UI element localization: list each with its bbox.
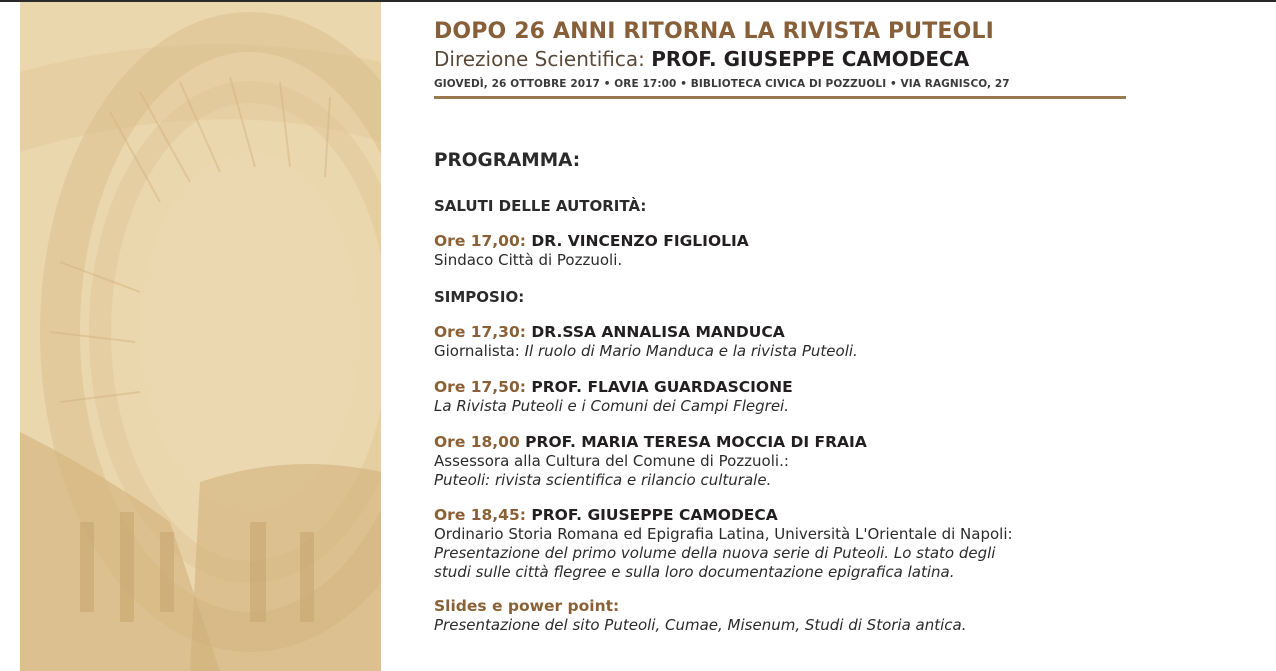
header-divider xyxy=(434,96,1126,99)
direction-label: Direzione Scientifica: xyxy=(434,47,645,71)
direction-name: PROF. GIUSEPPE CAMODECA xyxy=(651,47,970,71)
program-entry-guardascione xyxy=(434,378,793,416)
left-margin xyxy=(0,2,20,671)
simposio-heading: SIMPOSIO: xyxy=(434,288,525,306)
entry-description: Sindaco Città di Pozzuoli. xyxy=(434,251,623,269)
slides-heading: Slides e power point: xyxy=(434,597,620,615)
program-entry-figliolia xyxy=(434,232,749,270)
entry-speaker: DR. VINCENZO FIGLIOLIA xyxy=(531,232,749,250)
program-entry-manduca xyxy=(434,323,858,361)
entry-speaker: PROF. MARIA TERESA MOCCIA DI FRAIA xyxy=(525,433,867,451)
entry-time: Ore 17,50: xyxy=(434,378,526,396)
entry-time: Ore 18,45: xyxy=(434,506,526,524)
saluti-heading: SALUTI DELLE AUTORITÀ: xyxy=(434,197,647,215)
entry-time: Ore 18,00 xyxy=(434,433,520,451)
entry-time: Ore 17,30: xyxy=(434,323,526,341)
entry-speaker: DR.SSA ANNALISA MANDUCA xyxy=(531,323,785,341)
programma-heading: PROGRAMMA: xyxy=(434,150,581,171)
entry-role: Ordinario Storia Romana ed Epigrafia Latina, Università L'Orientale di Napoli: xyxy=(434,525,1013,543)
event-details: GIOVEDÌ, 26 OTTOBRE 2017 • ORE 17:00 • BIBLIOTECA CIVICA DI POZZUOLI • VIA RAGNISCO, 27 xyxy=(434,78,1010,90)
slides-description: Presentazione del sito Puteoli, Cumae, Misenum, Studi di Storia antica. xyxy=(434,616,967,634)
program-entry-moccia xyxy=(434,433,867,490)
amphitheatre-photo xyxy=(20,2,381,671)
entry-talk-title: La Rivista Puteoli e i Comuni dei Campi Flegrei. xyxy=(434,397,789,415)
entry-role: Giornalista: xyxy=(434,342,525,360)
entry-role: Assessora alla Cultura del Comune di Pozzuoli.: xyxy=(434,452,789,470)
entry-talk-title: Puteoli: rivista scientifica e rilancio culturale. xyxy=(434,471,772,489)
scientific-direction xyxy=(434,47,969,71)
entry-talk-title-line1: Presentazione del primo volume della nuova serie di Puteoli. Lo stato degli xyxy=(434,544,996,562)
entry-speaker: PROF. GIUSEPPE CAMODECA xyxy=(531,506,778,524)
program-entry-slides xyxy=(434,597,967,635)
page-title: DOPO 26 ANNI RITORNA LA RIVISTA PUTEOLI xyxy=(434,19,994,44)
entry-talk-title: Il ruolo di Mario Manduca e la rivista Puteoli. xyxy=(524,342,858,360)
entry-talk-title-line2: studi sulle città flegree e sulla loro documentazione epigrafica latina. xyxy=(434,563,955,581)
program-entry-camodeca xyxy=(434,506,1013,582)
entry-speaker: PROF. FLAVIA GUARDASCIONE xyxy=(531,378,793,396)
entry-time: Ore 17,00: xyxy=(434,232,526,250)
